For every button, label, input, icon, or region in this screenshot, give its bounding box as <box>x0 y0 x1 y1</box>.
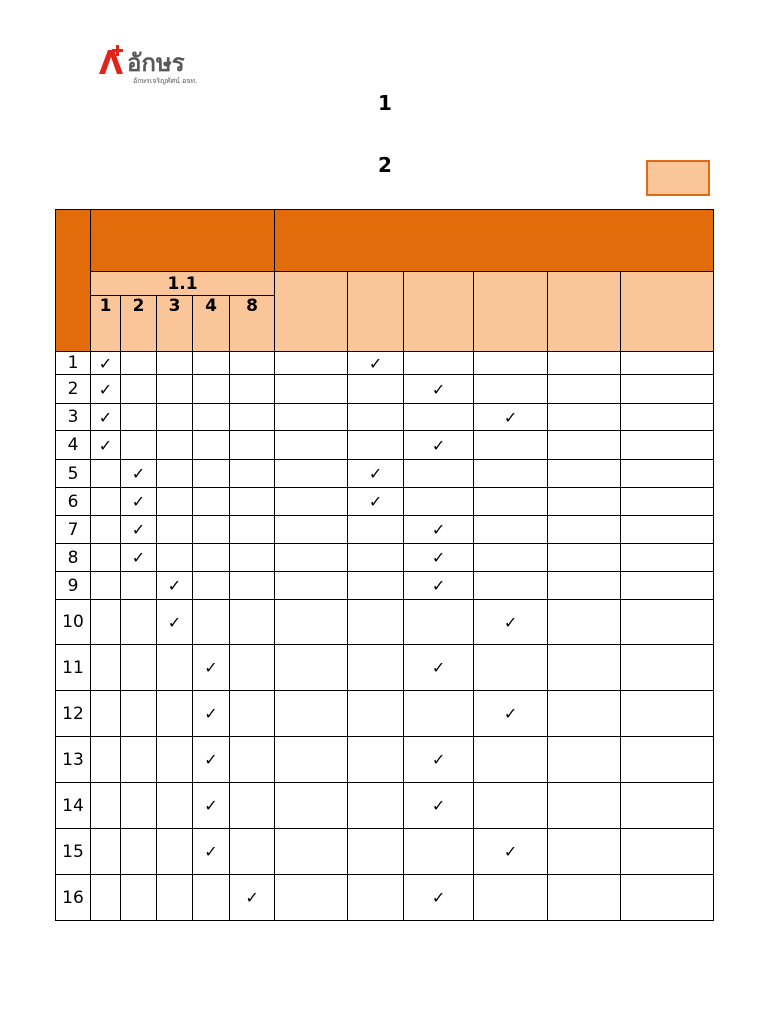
empty-cell <box>193 600 230 645</box>
check-mark-icon: ✓ <box>348 352 404 375</box>
empty-cell <box>157 516 193 544</box>
empty-cell <box>348 691 404 737</box>
check-mark-icon: ✓ <box>474 691 548 737</box>
empty-cell <box>548 645 621 691</box>
table-row <box>56 783 714 829</box>
sub-col-header: 3 <box>157 296 193 352</box>
svg-text:อักษรเจริญทัศน์ อจท.: อักษรเจริญทัศน์ อจท. <box>133 77 198 85</box>
empty-cell <box>275 829 348 875</box>
empty-cell <box>121 404 157 431</box>
empty-cell <box>404 691 474 737</box>
check-mark-icon: ✓ <box>121 460 157 488</box>
empty-cell <box>230 829 275 875</box>
empty-cell <box>474 488 548 516</box>
empty-cell <box>157 431 193 460</box>
empty-cell <box>91 572 121 600</box>
row-number: 12 <box>56 691 91 737</box>
check-mark-icon: ✓ <box>474 829 548 875</box>
empty-cell <box>91 829 121 875</box>
empty-cell <box>548 737 621 783</box>
empty-cell <box>474 544 548 572</box>
check-mark-icon: ✓ <box>193 737 230 783</box>
empty-cell <box>348 645 404 691</box>
empty-cell <box>193 544 230 572</box>
col-no-header <box>56 210 91 352</box>
empty-cell <box>621 572 714 600</box>
empty-cell <box>193 516 230 544</box>
level-header <box>348 272 404 352</box>
check-mark-icon: ✓ <box>121 544 157 572</box>
empty-cell <box>157 460 193 488</box>
sub-col-header: 4 <box>193 296 230 352</box>
empty-cell <box>621 645 714 691</box>
empty-cell <box>91 783 121 829</box>
empty-cell <box>621 544 714 572</box>
empty-cell <box>193 460 230 488</box>
empty-cell <box>404 404 474 431</box>
check-mark-icon: ✓ <box>348 460 404 488</box>
document-badge <box>646 160 710 196</box>
empty-cell <box>230 572 275 600</box>
indicator-header: 1.1 <box>91 272 275 296</box>
empty-cell <box>548 352 621 375</box>
empty-cell <box>91 691 121 737</box>
check-mark-icon: ✓ <box>157 600 193 645</box>
row-number: 2 <box>56 375 91 404</box>
empty-cell <box>157 544 193 572</box>
row-number: 13 <box>56 737 91 783</box>
row-number: 7 <box>56 516 91 544</box>
check-mark-icon: ✓ <box>404 544 474 572</box>
empty-cell <box>474 460 548 488</box>
table-row <box>56 600 714 645</box>
empty-cell <box>91 460 121 488</box>
check-mark-icon: ✓ <box>404 375 474 404</box>
empty-cell <box>121 875 157 921</box>
empty-cell <box>230 645 275 691</box>
check-mark-icon: ✓ <box>404 516 474 544</box>
table-row <box>56 460 714 488</box>
check-mark-icon: ✓ <box>193 829 230 875</box>
empty-cell <box>348 516 404 544</box>
empty-cell <box>621 600 714 645</box>
empty-cell <box>404 829 474 875</box>
empty-cell <box>91 516 121 544</box>
empty-cell <box>91 488 121 516</box>
empty-cell <box>348 431 404 460</box>
empty-cell <box>474 783 548 829</box>
empty-cell <box>157 783 193 829</box>
empty-cell <box>474 572 548 600</box>
empty-cell <box>121 829 157 875</box>
empty-cell <box>275 737 348 783</box>
empty-cell <box>230 431 275 460</box>
empty-cell <box>91 875 121 921</box>
empty-cell <box>548 691 621 737</box>
empty-cell <box>121 691 157 737</box>
check-mark-icon: ✓ <box>121 516 157 544</box>
empty-cell <box>275 572 348 600</box>
empty-cell <box>121 783 157 829</box>
empty-cell <box>275 375 348 404</box>
row-number: 14 <box>56 783 91 829</box>
empty-cell <box>621 737 714 783</box>
empty-cell <box>474 516 548 544</box>
empty-cell <box>230 600 275 645</box>
check-mark-icon: ✓ <box>404 572 474 600</box>
check-mark-icon: ✓ <box>230 875 275 921</box>
empty-cell <box>404 488 474 516</box>
empty-cell <box>91 600 121 645</box>
empty-cell <box>157 375 193 404</box>
empty-cell <box>348 737 404 783</box>
empty-cell <box>404 352 474 375</box>
empty-cell <box>91 544 121 572</box>
empty-cell <box>193 375 230 404</box>
table-row <box>56 544 714 572</box>
empty-cell <box>474 375 548 404</box>
empty-cell <box>621 875 714 921</box>
title-line-2: 1 <box>378 91 392 115</box>
table-row <box>56 488 714 516</box>
empty-cell <box>548 431 621 460</box>
empty-cell <box>91 645 121 691</box>
empty-cell <box>193 352 230 375</box>
empty-cell <box>548 875 621 921</box>
table-row <box>56 516 714 544</box>
table-row <box>56 691 714 737</box>
empty-cell <box>348 875 404 921</box>
empty-cell <box>348 544 404 572</box>
row-number: 1 <box>56 352 91 375</box>
empty-cell <box>121 572 157 600</box>
check-mark-icon: ✓ <box>193 783 230 829</box>
empty-cell <box>275 691 348 737</box>
table-row <box>56 645 714 691</box>
check-mark-icon: ✓ <box>404 737 474 783</box>
table-row <box>56 431 714 460</box>
check-mark-icon: ✓ <box>404 783 474 829</box>
empty-cell <box>404 460 474 488</box>
empty-cell <box>621 488 714 516</box>
empty-cell <box>157 404 193 431</box>
table-row <box>56 829 714 875</box>
level-header <box>404 272 474 352</box>
level-header <box>275 272 348 352</box>
empty-cell <box>621 783 714 829</box>
empty-cell <box>193 488 230 516</box>
empty-cell <box>548 404 621 431</box>
table-row <box>56 875 714 921</box>
empty-cell <box>474 737 548 783</box>
empty-cell <box>548 516 621 544</box>
empty-cell <box>230 737 275 783</box>
empty-cell <box>230 488 275 516</box>
sub-col-header: 8 <box>230 296 275 352</box>
level-header <box>548 272 621 352</box>
empty-cell <box>621 691 714 737</box>
empty-cell <box>121 645 157 691</box>
empty-cell <box>230 783 275 829</box>
row-number: 4 <box>56 431 91 460</box>
empty-cell <box>121 737 157 783</box>
group1-header <box>91 210 275 272</box>
empty-cell <box>474 352 548 375</box>
empty-cell <box>157 645 193 691</box>
empty-cell <box>157 691 193 737</box>
empty-cell <box>230 375 275 404</box>
empty-cell <box>621 431 714 460</box>
empty-cell <box>348 829 404 875</box>
empty-cell <box>275 488 348 516</box>
empty-cell <box>193 875 230 921</box>
empty-cell <box>121 431 157 460</box>
empty-cell <box>193 572 230 600</box>
empty-cell <box>121 375 157 404</box>
row-number: 6 <box>56 488 91 516</box>
row-number: 10 <box>56 600 91 645</box>
empty-cell <box>157 829 193 875</box>
check-mark-icon: ✓ <box>474 600 548 645</box>
empty-cell <box>348 600 404 645</box>
subtitle-line-2: 2 <box>378 153 392 177</box>
row-number: 11 <box>56 645 91 691</box>
table-row <box>56 404 714 431</box>
empty-cell <box>548 488 621 516</box>
check-mark-icon: ✓ <box>474 404 548 431</box>
check-mark-icon: ✓ <box>193 645 230 691</box>
empty-cell <box>157 737 193 783</box>
check-mark-icon: ✓ <box>404 645 474 691</box>
empty-cell <box>157 875 193 921</box>
empty-cell <box>404 600 474 645</box>
document-title <box>60 90 710 116</box>
empty-cell <box>474 645 548 691</box>
empty-cell <box>275 875 348 921</box>
empty-cell <box>548 375 621 404</box>
check-mark-icon: ✓ <box>404 431 474 460</box>
sub-col-header: 2 <box>121 296 157 352</box>
empty-cell <box>230 544 275 572</box>
level-header <box>474 272 548 352</box>
empty-cell <box>121 600 157 645</box>
empty-cell <box>230 352 275 375</box>
indicator-table <box>55 209 714 921</box>
check-mark-icon: ✓ <box>121 488 157 516</box>
empty-cell <box>621 375 714 404</box>
document-subtitle <box>60 152 710 178</box>
check-mark-icon: ✓ <box>91 431 121 460</box>
empty-cell <box>275 404 348 431</box>
empty-cell <box>348 572 404 600</box>
empty-cell <box>157 352 193 375</box>
empty-cell <box>230 516 275 544</box>
table-body <box>56 352 714 921</box>
check-mark-icon: ✓ <box>157 572 193 600</box>
check-mark-icon: ✓ <box>91 352 121 375</box>
row-number: 9 <box>56 572 91 600</box>
empty-cell <box>474 431 548 460</box>
empty-cell <box>548 829 621 875</box>
empty-cell <box>121 352 157 375</box>
row-number: 3 <box>56 404 91 431</box>
check-mark-icon: ✓ <box>91 375 121 404</box>
row-number: 15 <box>56 829 91 875</box>
table-row <box>56 572 714 600</box>
check-mark-icon: ✓ <box>404 875 474 921</box>
empty-cell <box>275 600 348 645</box>
check-mark-icon: ✓ <box>348 488 404 516</box>
empty-cell <box>548 544 621 572</box>
empty-cell <box>275 460 348 488</box>
empty-cell <box>230 404 275 431</box>
row-number: 16 <box>56 875 91 921</box>
empty-cell <box>275 544 348 572</box>
check-mark-icon: ✓ <box>91 404 121 431</box>
empty-cell <box>548 783 621 829</box>
empty-cell <box>193 431 230 460</box>
empty-cell <box>621 829 714 875</box>
aksorn-logo-icon <box>97 42 227 86</box>
level-header <box>621 272 714 352</box>
publisher-logo <box>97 42 227 86</box>
empty-cell <box>474 875 548 921</box>
empty-cell <box>621 404 714 431</box>
empty-cell <box>348 404 404 431</box>
empty-cell <box>275 516 348 544</box>
empty-cell <box>621 352 714 375</box>
empty-cell <box>548 600 621 645</box>
empty-cell <box>275 783 348 829</box>
empty-cell <box>348 783 404 829</box>
row-number: 8 <box>56 544 91 572</box>
row-number: 5 <box>56 460 91 488</box>
empty-cell <box>157 488 193 516</box>
sub-col-header: 1 <box>91 296 121 352</box>
empty-cell <box>621 460 714 488</box>
empty-cell <box>348 375 404 404</box>
empty-cell <box>275 431 348 460</box>
check-mark-icon: ✓ <box>193 691 230 737</box>
empty-cell <box>230 691 275 737</box>
empty-cell <box>91 737 121 783</box>
table-row <box>56 737 714 783</box>
svg-text:อักษร: อักษร <box>127 49 185 77</box>
empty-cell <box>275 645 348 691</box>
group2-header <box>275 210 714 272</box>
empty-cell <box>275 352 348 375</box>
empty-cell <box>621 516 714 544</box>
empty-cell <box>193 404 230 431</box>
table-row <box>56 352 714 375</box>
table-row <box>56 375 714 404</box>
empty-cell <box>230 460 275 488</box>
empty-cell <box>548 460 621 488</box>
empty-cell <box>548 572 621 600</box>
